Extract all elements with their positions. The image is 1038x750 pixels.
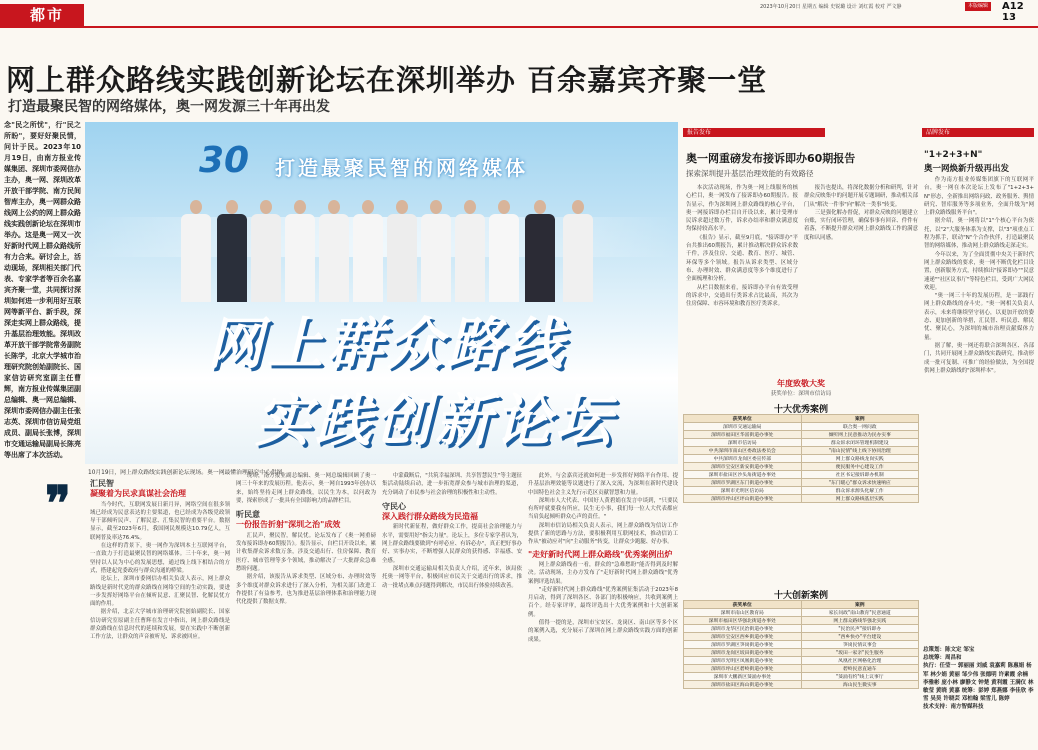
table-row [684, 479, 919, 487]
table-cell: "坂田一家亲"民生服务 [801, 649, 919, 657]
paragraph: 网上群众路线看一看，群众的"急难愁盼"能否得到及时解决。活动现场，主办方发布了"走好新时代网上群众路线"优秀案例评选结果。 [528, 561, 678, 585]
table-cell: 笋岗民情议事会 [801, 641, 919, 649]
table-cell: 深圳市龙岗区坂田街道办事处 [684, 649, 802, 657]
table-row [684, 681, 919, 689]
paragraph: 论坛上，深圳市委网信办相关负责人表示，网上群众路线是新时代党的群众路线在网络空间的生动实践，要进一步发挥好网络平台在倾听民意、汇聚民智、化解民忧方面的作用。 [90, 576, 230, 608]
report-tag-label: 报告发布 [687, 129, 712, 136]
table-cell: 深圳市坪山区碧岭街道办事处 [684, 665, 802, 673]
paragraph: 深圳市人大代表、中国好人黄碧娟在发言中谈到，"只要民有所呼就要我有所应，民生无小事，我们每一位人大代表都应当肩负起倾听群众心声的责任。" [528, 497, 678, 521]
person [251, 200, 281, 302]
article-column-2 [236, 472, 376, 748]
report-column-1 [686, 184, 798, 376]
table-cell: 深圳市南山区教育局 [684, 609, 802, 617]
table-cell: 网上群众路线龙岗实践 [801, 455, 919, 463]
table-row [684, 447, 919, 455]
table-header: 获奖单位 [684, 415, 802, 423]
report-subtitle: 探索深圳提升基层治理效能的有效路径 [686, 169, 814, 178]
person [421, 200, 451, 302]
top10-title: 十大优秀案例 [773, 405, 828, 415]
photo-big-text-1: 网上群众路线 [207, 312, 567, 377]
section-subheading: 一份报告折射"深圳之治"成效 [236, 520, 341, 530]
page-header [0, 0, 1038, 26]
photo-logo: 30 [199, 140, 250, 181]
table-cell: 联合奥一网问政 [801, 423, 919, 431]
award-title: 年度致敬大奖 [777, 379, 825, 388]
table-header: 获奖单位 [684, 601, 802, 609]
paragraph: 作为南方报业传媒集团旗下的互联网平台，奥一网在本次论坛上发布了"1+2+3+N"形态，全新推出网络问政、政务服务、舆情研究、智库服务等多项业务，全面升级为"网上群众路线服务平台"。 [924, 177, 1034, 217]
table-cell: 深圳市交通运输局 [684, 423, 802, 431]
innov-table [683, 600, 919, 689]
table-row [684, 617, 919, 625]
table-cell: "南山民情"线上线下协同治理 [801, 447, 919, 455]
paragraph: "奥一网三十年的发展历程，是一部践行网上群众路线的奋斗史。"奥一网相关负责人表示，未来将继续坚守初心，以更加开放的姿态、更加创新的举措，汇民智、听民意、解民忧、聚民心，为深圳的城市治理贡献媒体力量。 [924, 293, 1034, 341]
table-cell: "西乡快办"平台建设 [801, 633, 919, 641]
table-cell: 深圳市福田区华富街道办事处 [684, 431, 802, 439]
report-title: 奥一网重磅发布接诉即办60期报告 [686, 152, 856, 165]
photo-banner: 打造最聚民智的网络媒体 [275, 156, 528, 180]
top10-table [683, 414, 919, 503]
policy-subtitle: 奥一网焕新升级再出发 [924, 164, 1010, 174]
paragraph: 当今时代，互联网发展日新月异，网络空间在很多领域已经成为民意表达的主要渠道，也已经成为各级党政领导干部倾听民声、了解民意、汇集民智的重要平台。数据显示，截至2023年6月，我国网民规模达10.79亿人，互联网普及率达76.4%。 [90, 501, 230, 541]
policy-tag [922, 128, 1034, 137]
table-cell: 深圳市龙华区民治街道办事处 [684, 625, 802, 633]
table-cell: 海山民生微实事 [801, 681, 919, 689]
report-tag [683, 128, 825, 137]
person [563, 200, 593, 302]
table-row [684, 673, 919, 681]
headline-title: 网上群众路线实践创新论坛在深圳举办 百余嘉宾齐聚一堂 [6, 63, 768, 97]
table-cell: 深圳市福田区华强北街道办事处 [684, 617, 802, 625]
table-cell: 深圳市盐田区沙头角街道办事处 [684, 471, 802, 479]
table-cell: 中共深圳市龙岗区委宣传部 [684, 455, 802, 463]
innov-title: 十大创新案例 [773, 591, 828, 601]
policy-tag-label: 品牌发布 [926, 129, 951, 136]
header-rule [0, 26, 1038, 28]
article-column-3 [382, 472, 522, 748]
person [319, 200, 349, 302]
paragraph: 深圳市信访局相关负责人表示，网上群众路线为信访工作提供了新的思路与方法，要积极利用互联网技术，推动信访工作从"被动应对"向"主动服务"转变，让群众少跑腿、好办事。 [528, 522, 678, 546]
table-row [684, 487, 919, 495]
table-header: 案例 [801, 415, 919, 423]
table-cell: 碧岭民意直通车 [801, 665, 919, 673]
table-row [684, 609, 919, 617]
person [217, 200, 247, 302]
table-cell: 家长问政"南山教育"民意通道 [801, 609, 919, 617]
paragraph: 深圳市交通运输局相关负责人介绍，近年来，该局依托奥一网等平台，积极回应市民关于交通出行的诉求，推动一批堵点难点问题得到解决，市民出行体验持续改善。 [382, 565, 522, 589]
table-cell: 群众诉求闭环管理机制建设 [801, 439, 919, 447]
table-cell: 深圳市罗湖区东门街道办事处 [684, 479, 802, 487]
issue-info: 2023年10月20日 星期五 编辑 史锐璐 设计 刘红霞 校对 严文静 [760, 4, 902, 10]
editor-tag: 本版编辑 [965, 2, 991, 11]
section-badge: 都市 [0, 4, 84, 26]
table-cell: 社区书记接诉即办机制 [801, 471, 919, 479]
person [353, 200, 383, 302]
paragraph: 值得一提的是，深圳市宝安区、龙岗区、南山区等多个区的案例入选，充分展示了深圳在网上群众路线实践方面的创新成果。 [528, 620, 678, 643]
table-cell: 凤凰社区网格化治理 [801, 657, 919, 665]
policy-title: "1+2+3+N" [924, 150, 983, 160]
table-row [684, 657, 919, 665]
paragraph: 中蒙截断后，"共筑幸福深圳、共享智慧民生"等主题征集活动陆续启动，进一步拓宽群众参与城市治理的渠道，充分调动了市民参与社会治理的积极性和主动性。 [382, 473, 522, 496]
paragraph: 从栏目数据来看，接诉即办平台有效受理的诉求中，交通出行类诉求占比最高，其次为住房保障、市容环境和教育医疗类诉求。 [686, 284, 798, 308]
section-subheading: 深入践行群众路线为民造福 [382, 512, 478, 522]
table-cell: "葵涌有约"线上议事厅 [801, 673, 919, 681]
table-cell: "东门暖心"群众诉求快速响应 [801, 479, 919, 487]
person [387, 200, 417, 302]
paragraph: 据介绍，该报告从诉求类型、区域分布、办理时效等多个维度对群众诉求进行了深入分析，为相关部门改进工作提供了有益参考，也为推进基层治理体系和治理能力现代化提供了数据支撑。 [236, 574, 376, 606]
paragraph: 今年以来，为了全面贯彻中央关于新时代网上群众路线的要求，奥一网不断优化栏目设置，创新服务方式，持续推出"接诉即办""民意速递""社区议事厅"等特色栏目，受到广大网民欢迎。 [924, 251, 1034, 291]
table-cell: 深圳市宝安区新安街道办事处 [684, 463, 802, 471]
award-subtitle: 获奖单位：深圳市信访局 [770, 391, 832, 397]
lead-paragraph: 念"民之所忧"，行"民之所盼"，要好好聚民情，问计于民。2023年10月19日，由南方报业传媒集团、深圳市委网信办主办，奥一网、深圳改革开放干部学院、南方民间智库主办，奥一网群众路线网上公约的网上群众路线实践创新论坛在深圳市举办。这是奥一网又一次好新时代网上群众路线所有力合来。研讨会上，活动现场，深圳相关部门代表、专家学者等百余名嘉宾齐聚一堂，共同探讨深圳如何进一步利用好互联网等新平台、新手段，深深走实网上群众路线，提升基层治理效能。深圳改革开放干部学院常务副院长陈学，北京大学城市治理研究院创始副院长、国家信访研究室副主任曹辉，南方报业传媒集团副总编辑、奥一网总编辑、深圳市委网信办副主任张志英、深圳市信访局党组成员、副局长张博，深圳市交通运输局副局长陈亮等出席了本次活动。 [4, 121, 81, 459]
section-subheading: "走好新时代网上群众路线"优秀案例出炉 [528, 549, 673, 559]
table-cell: 中共深圳市南山区委政法委员会 [684, 447, 802, 455]
table-row [684, 649, 919, 657]
table-cell: 便民服务中心建设工作 [801, 463, 919, 471]
table-cell: 网上群众路线基层实践 [801, 495, 919, 503]
paragraph: 据介绍，北京大学城市治理研究院创始副院长、国家信访研究室原副主任曹辉在发言中指出，网上群众路线是群众路线在信息时代的延续和发展，要在实践中不断创新工作方法，让群众的声音被听见、诉求被回应。 [90, 609, 230, 641]
paragraph: 三是强化解办督促，对群众反映的问题建立台账，实行闭环管理，确保事事有回音、件件有着落，不断提升群众对网上群众路线工作的满意度和认同感。 [804, 209, 918, 241]
table-cell: 深圳市盐田区海山街道办事处 [684, 681, 802, 689]
page-number: A12 13 [1002, 1, 1024, 23]
article-column-4 [528, 472, 678, 748]
person [489, 200, 519, 302]
table-row [684, 625, 919, 633]
person [455, 200, 485, 302]
policy-column [924, 176, 1034, 642]
table-cell: 深圳市罗湖区笋岗街道办事处 [684, 641, 802, 649]
table-cell: 深圳市坪山区坪山街道办事处 [684, 495, 802, 503]
staff-credits: 总策划：陈文定 邹宝 总统筹：周昌和 执行：任莹一 郭丽丽 刘威 袁嘉莉 陈惠娟 杨军 林少娟 黄丽 邹少伟 张德明 许素霞 余楠 李雅彬 庞小林 廖静文 钟楚 黄利霞 王满仪 林敏莹 黄晓 黄嘉 统筹：彭婷 郑燕娜 李佳欣 李雪 吴昊 许晓芸 邓柏翰 梁雪儿 陈婷 技术支持：南方智媒科技 [923, 647, 1034, 711]
table-row [684, 439, 919, 447]
table-row [684, 431, 919, 439]
paragraph: 此外，与会嘉宾还就如何进一步发挥好网络平台作用、提升基层治理效能等议题进行了深入交流，为深圳在新时代建设中国特色社会主义先行示范区贡献智慧和力量。 [528, 473, 678, 496]
report-column-2 [804, 184, 918, 376]
person [525, 200, 555, 302]
table-row [684, 455, 919, 463]
paragraph: 现场，南方报业副总编辑、奥一网总编辑回顾了奥一网三十年来的发展历程。他表示，奥一网自1993年创办以来，始终坚持走网上群众路线，以民生为本，以问政为要，探索形成了一批具有全国影响力的品牌栏目。 [236, 473, 376, 504]
person [285, 200, 315, 302]
section-subheading: 凝聚着为民求真谋社会治理 [90, 489, 186, 499]
table-row [684, 463, 919, 471]
table-cell: 深圳市信访局 [684, 439, 802, 447]
table-header: 案例 [801, 601, 919, 609]
paragraph: 新时代新征程，做好群众工作，提高社会治理能力与水平，需要用好"指尖力量"。论坛上，多位专家学者认为，网上群众路线要做到"有呼必应、有诉必办"，真正把好事办好、实事办实，不断增强人民群众的获得感、幸福感、安全感。 [382, 524, 522, 564]
table-cell: 深圳市光明区信访局 [684, 487, 802, 495]
table-cell: 深圳市大鹏新区葵涌办事处 [684, 673, 802, 681]
photo-big-text-2: 实践创新论坛 [255, 389, 615, 454]
paragraph: 在这样的背景下，奥一网作为深圳本土互联网平台，一直致力于打造最聚民智的网络媒体。三十年来，奥一网坚持以人民为中心的发展思想，通过线上线下相结合的方式，搭建起党委政府与群众沟通的桥梁。 [90, 543, 230, 574]
paragraph: 据了解，奥一网还将联合深圳各区、各部门，共同开展网上群众路线实践研究，推动形成一批可复制、可推广的经验做法，为全国提供网上群众路线的"深圳样本"。 [924, 342, 1034, 374]
photo-caption: 10月19日，网上群众路线实践创新论坛现场。奥一网最懂治理研究中心供图 [88, 470, 283, 476]
table-cell: 网上群众路线华强北实践 [801, 617, 919, 625]
headline-subtitle: 打造最聚民智的网络媒体，奥一网发源三十年再出发 [8, 99, 330, 115]
table-cell: 群众诉求源头化解工作 [801, 487, 919, 495]
paragraph: 据介绍，奥一网将以"1"个核心平台为依托，以"2"大服务体系为支撑，以"3"项重点工程为抓手，联动"N"个合作伙伴，打造最聚民智的网络媒体，推动网上群众路线走深走实。 [924, 218, 1034, 250]
table-row [684, 665, 919, 673]
table-cell: 倾听网上民意推动为民办实事 [801, 431, 919, 439]
event-photo [85, 122, 678, 464]
paragraph: 《报告》显示，截至9月底，"接诉即办"平台共推出60期报告，累计推动解决群众诉求数千件，涉及住房、交通、教育、医疗、城管、环保等多个领域。报告从诉求类型、区域分布、办理时效、群众满意度等多个维度进行了全面梳理和分析。 [686, 234, 798, 283]
section-heading: 守民心 [382, 501, 406, 511]
paragraph: 汇民声，聚民智，解民忧。论坛发布了《奥一网重磅发布接诉即办60期报告》。报告显示，自栏目开设以来，累计收集群众诉求数万条，涉及交通出行、住房保障、教育医疗、城市管理等多个领域，推动解决了一大批群众急难愁盼问题。 [236, 532, 376, 572]
table-cell: "民治民声"接诉即办 [801, 625, 919, 633]
paragraph: "走好新时代网上群众路线"优秀案例征集活动于2023年8月启动，得到了深圳各区、各部门的积极响应，共收到案例上百个。经专家评审，最终评选出十大优秀案例和十大创新案例。 [528, 586, 678, 618]
award-heading [683, 378, 919, 397]
table-row [684, 471, 919, 479]
table-row [684, 633, 919, 641]
table-cell: 深圳市宝安区西乡街道办事处 [684, 633, 802, 641]
quote-mark-icon: ❞ [45, 476, 71, 532]
table-row [684, 423, 919, 431]
table-cell: 深圳市光明区凤凰街道办事处 [684, 657, 802, 665]
person [181, 200, 211, 302]
table-row [684, 641, 919, 649]
table-row [684, 495, 919, 503]
section-heading: 听民意 [236, 510, 260, 520]
article-column-1 [90, 478, 230, 748]
paragraph: 本次活动现场，作为奥一网上线服务的核心栏目，奥一网发布了接诉即办60期报告。报告显示，作为深圳网上群众路线的核心平台，奥一网接诉即办栏目自开设以来，累计受理市民诉求超过数万件，诉求办结率和群众满意度均保持较高水平。 [686, 185, 798, 233]
section-heading: 汇民智 [90, 479, 114, 488]
paragraph: 报告也提出，将深化数据分析和研判，针对群众反映集中的问题开展专题调研，推动相关部门从"解决一件事"向"解决一类事"转变。 [804, 185, 918, 208]
